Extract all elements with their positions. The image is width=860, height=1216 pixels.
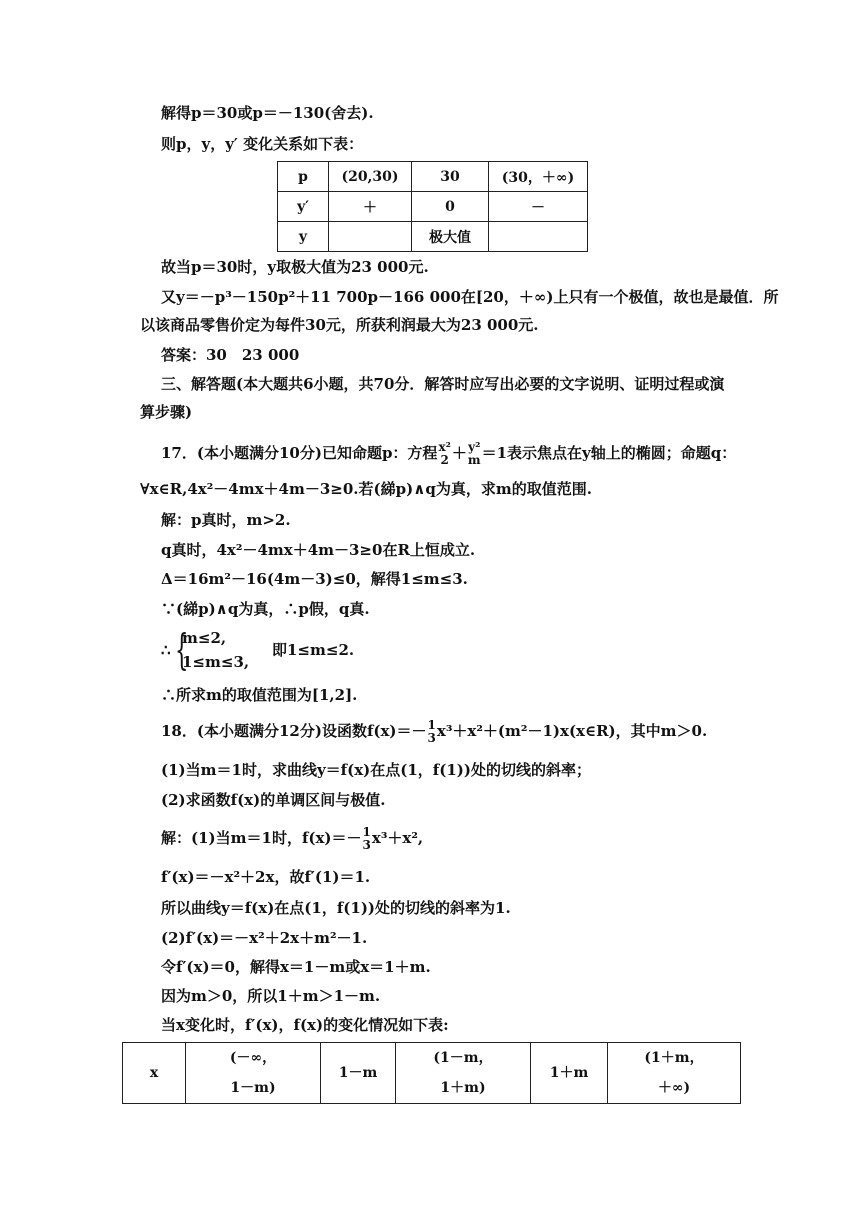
text-line: 算步骤) — [140, 403, 193, 421]
text-line: 令f′(x)＝0，解得x＝1－m或x＝1＋m. — [161, 958, 431, 976]
section-heading: 三、解答题(本大题共6小题，共70分．解答时应写出必要的文字说明、证明过程或演 — [161, 375, 725, 393]
fraction — [428, 719, 436, 745]
denominator: 3 — [427, 731, 436, 745]
table-cell: 1＋m — [531, 1043, 608, 1104]
text-line: 解得p＝30或p＝－130(舍去). — [161, 104, 374, 122]
denominator: m — [467, 453, 481, 467]
table-cell — [329, 222, 412, 252]
text-line: (2)求函数f(x)的单调区间与极值. — [161, 791, 386, 809]
cell-line: (1－m， — [433, 1050, 493, 1066]
table-cell: (20,30) — [329, 162, 412, 192]
text-segment: 18．(本小题满分12分)设函数f(x)＝－ — [161, 722, 427, 740]
table-cell: p — [278, 162, 329, 192]
table-cell — [608, 1043, 741, 1104]
table-cell: 30 — [412, 162, 489, 192]
table-cell: y′ — [278, 192, 329, 222]
text-line: (1)当m＝1时，求曲线y＝f(x)在点(1，f(1))处的切线的斜率； — [161, 761, 591, 779]
text-segment: ＝1表示焦点在y轴上的椭圆；命题q： — [481, 444, 737, 462]
variation-table-p — [277, 161, 588, 252]
table-cell — [396, 1043, 531, 1104]
fraction — [468, 441, 481, 467]
text-segment: 17．(本小题满分10分)已知命题p：方程 — [161, 444, 438, 462]
text-line: 因为m＞0，所以1＋m＞1－m. — [161, 987, 381, 1005]
denominator: 2 — [440, 453, 449, 467]
text-segment: x³＋x²＋(m²－1)x(x∈R)，其中m＞0. — [436, 722, 708, 740]
brace-icon: { — [175, 625, 189, 674]
text-line: (2)f′(x)＝－x²＋2x＋m²－1. — [161, 929, 368, 947]
text-line: 故当p＝30时，y取极大值为23 000元. — [161, 258, 429, 276]
problem-17-line — [161, 441, 736, 467]
variation-table-x — [122, 1042, 741, 1104]
cell-line: ＋∞) — [657, 1080, 691, 1096]
fraction — [363, 826, 371, 852]
text-line: q真时，4x²－4mx＋4m－3≥0在R上恒成立. — [161, 541, 476, 559]
numerator: 1 — [362, 825, 371, 839]
fraction — [438, 441, 450, 467]
numerator: x² — [438, 440, 451, 454]
text-line: 所以曲线y＝f(x)在点(1，f(1))处的切线的斜率为1. — [161, 899, 511, 917]
cell-line: 1－m) — [230, 1080, 276, 1096]
text-segment: 解：(1)当m＝1时，f(x)＝－ — [161, 829, 362, 847]
table-cell: x — [123, 1043, 186, 1104]
cell-line: 1＋m) — [440, 1080, 486, 1096]
table-cell — [489, 222, 588, 252]
text-line: 以该商品零售价定为每件30元，所获利润最大为23 000元. — [140, 316, 539, 334]
text-line: 则p，y，y′ 变化关系如下表： — [161, 135, 364, 153]
table-cell: (30，＋∞) — [489, 162, 588, 192]
table-cell: y — [278, 222, 329, 252]
text-segment: x³＋x², — [371, 829, 424, 847]
cell-line: (－∞， — [229, 1050, 277, 1066]
cell-line: (1＋m， — [644, 1050, 704, 1066]
denominator: 3 — [362, 838, 371, 852]
text-line: ∴所求m的取值范围为[1,2]. — [161, 686, 358, 704]
numerator: y² — [468, 440, 481, 454]
text-line: Δ＝16m²－16(4m－3)≤0，解得1≤m≤3. — [161, 570, 468, 588]
text-line: 即1≤m≤2. — [272, 641, 355, 659]
solution-line — [161, 826, 423, 852]
problem-18-line — [161, 719, 707, 745]
text-line: ∀x∈R,4x²－4mx＋4m－3≥0.若(綈p)∧q为真，求m的取值范围. — [140, 480, 592, 498]
plus-sign: ＋ — [451, 444, 467, 462]
system-line: 1≤m≤3, — [182, 653, 250, 671]
text-line: ∵(綈p)∧q为真，∴p假，q真. — [161, 600, 370, 618]
table-cell: 极大值 — [412, 222, 489, 252]
text-line: 又y＝－p³－150p²＋11 700p－166 000在[20，＋∞)上只有一个极值，故也是最值．所 — [161, 288, 779, 306]
answer-line: 答案：30 23 000 — [161, 346, 300, 364]
table-cell: 0 — [412, 192, 489, 222]
text-line: 当x变化时，f′(x)，f(x)的变化情况如下表: — [161, 1016, 449, 1034]
system-line: m≤2, — [182, 629, 227, 647]
table-cell: 1－m — [321, 1043, 396, 1104]
text-line: f′(x)＝－x²＋2x，故f′(1)＝1. — [161, 868, 371, 886]
table-cell: － — [489, 192, 588, 222]
table-cell: ＋ — [329, 192, 412, 222]
numerator: 1 — [427, 718, 436, 732]
table-cell — [186, 1043, 321, 1104]
text-line: 解：p真时，m>2. — [161, 511, 291, 529]
therefore-symbol: ∴ — [161, 641, 171, 659]
